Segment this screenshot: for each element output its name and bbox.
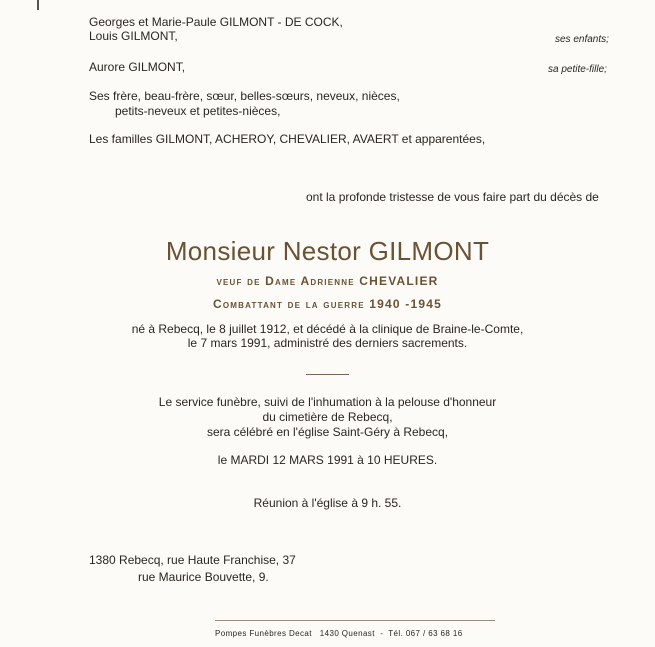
birth-death-details-1: né à Rebecq, le 8 juillet 1912, et décédé à la clinique de Braine-le-Comte, [131, 322, 524, 336]
announcement-text: ont la profonde tristesse de vous faire part du décès de [306, 190, 599, 204]
family-line-grandchild: Aurore GILMONT, [89, 60, 186, 74]
service-line-1: Le service funèbre, suivi de l'inhumation à la pelouse d'honneur [158, 395, 497, 409]
footer-rule [215, 620, 495, 621]
footer-undertaker [215, 627, 463, 641]
footer-separator: - [380, 629, 384, 638]
note-grandchild: sa petite-fille; [548, 64, 607, 75]
service-date: le MARDI 12 MARS 1991 à 10 HEURES. [217, 453, 438, 467]
war-years: 1940 -1945 [369, 297, 443, 311]
widower-line: veuf de Dame Adrienne CHEVALIER [216, 274, 439, 288]
note-children: ses enfants; [555, 34, 609, 45]
corner-crop-mark [37, 0, 39, 10]
birth-death-details-2: le 7 mars 1991, administré des derniers sacrements. [187, 336, 468, 350]
veteran-line [0, 297, 655, 311]
deceased-name: Monsieur Nestor GILMONT [165, 236, 490, 266]
family-line-children-1: Georges et Marie-Paule GILMONT - DE COCK, [89, 15, 343, 29]
family-line-siblings: Ses frère, beau-frère, sœur, belles-sœurs, neveux, nièces, [89, 89, 400, 103]
address-line-2: rue Maurice Bouvette, 9. [138, 570, 269, 584]
service-line-2: du cimetière de Rebecq, [262, 410, 393, 424]
divider-rule [306, 374, 349, 375]
family-line-nephews: petits-neveux et petites-nièces, [115, 104, 281, 118]
meeting-time: Réunion à l'église à 9 h. 55. [253, 496, 402, 510]
service-line-3: sera célébré en l'église Saint-Géry à Rebecq, [206, 425, 449, 439]
family-line-children-2: Louis GILMONT, [89, 29, 178, 43]
footer-phone: Tél. 067 / 63 68 16 [388, 629, 463, 638]
veteran-label: Combattant de la guerre [212, 297, 365, 311]
footer-place: 1430 Quenast [319, 629, 375, 638]
footer-company: Pompes Funèbres Decat [215, 629, 312, 638]
family-line-families: Les familles GILMONT, ACHEROY, CHEVALIER, AVAERT et apparentées, [89, 132, 486, 146]
address-line-1: 1380 Rebecq, rue Haute Franchise, 37 [89, 553, 296, 567]
